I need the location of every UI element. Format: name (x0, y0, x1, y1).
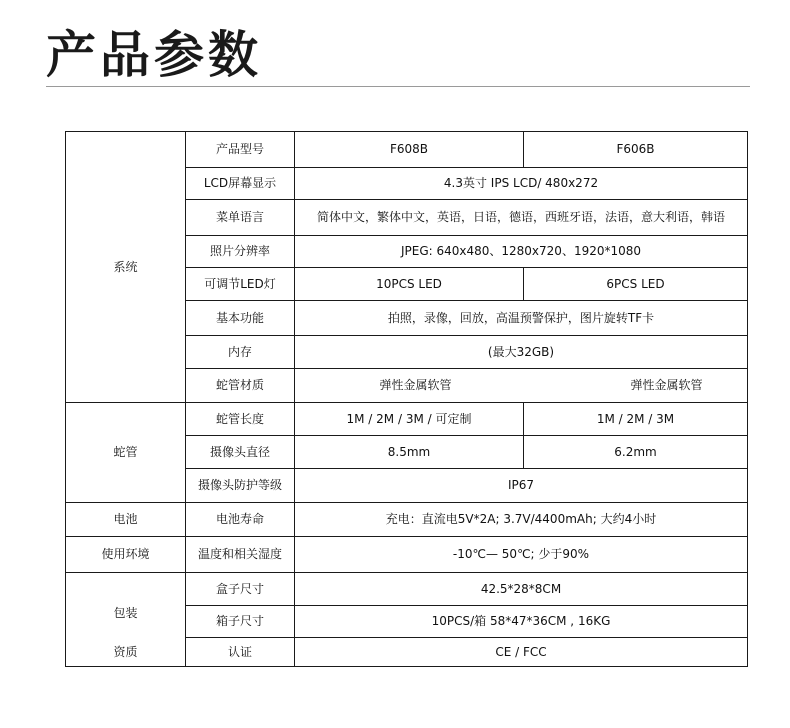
row-value-hose-length-b: 1M / 2M / 3M (524, 403, 748, 436)
group-packing: 包装 (113, 605, 138, 620)
group-system: 系统 (66, 132, 186, 403)
row-value-hose-material-a: 弹性金属软管 (379, 378, 452, 392)
row-label-battery-life: 电池寿命 (186, 503, 295, 537)
row-label-camera-protection: 摄像头防护等级 (186, 469, 295, 503)
page-title: 产品参数 (46, 25, 262, 84)
row-value-camera-diameter-b: 6.2mm (524, 436, 748, 469)
row-label-certification: 认证 (186, 638, 295, 667)
group-certification: 资质 (113, 644, 138, 659)
row-value-temp-humidity: -10℃— 50℃; 少于90% (295, 537, 748, 573)
title-divider (46, 86, 750, 87)
group-environment: 使用环境 (66, 537, 186, 573)
row-value-menu-language: 简体中文，繁体中文，英语，日语，德语，西班牙语，法语，意大利语，韩语 (295, 200, 748, 236)
group-hose: 蛇管 (66, 403, 186, 503)
table-row (66, 503, 748, 537)
spec-table (65, 131, 748, 667)
model-header-label: 产品型号 (186, 132, 295, 168)
row-value-photo-resolution: JPEG: 640x480、1280x720、1920*1080 (295, 236, 748, 268)
row-label-carton-size: 箱子尺寸 (186, 606, 295, 638)
table-row (66, 403, 748, 436)
row-value-camera-diameter-a: 8.5mm (295, 436, 524, 469)
row-value-camera-protection: IP67 (295, 469, 748, 503)
model-a-header: F608B (295, 132, 524, 168)
row-value-hose-material-b: 弹性金属软管 (630, 378, 703, 392)
row-label-lcd: LCD屏幕显示 (186, 168, 295, 200)
row-label-menu-language: 菜单语言 (186, 200, 295, 236)
row-value-certification: CE / FCC (295, 638, 748, 667)
row-label-photo-resolution: 照片分辨率 (186, 236, 295, 268)
row-value-led-a: 10PCS LED (295, 268, 524, 301)
row-label-memory: 内存 (186, 336, 295, 369)
model-b-header: F606B (524, 132, 748, 168)
row-label-led: 可调节LED灯 (186, 268, 295, 301)
row-value-battery-life: 充电：直流电5V*2A; 3.7V/4400mAh; 大约4小时 (295, 503, 748, 537)
row-label-box-size: 盒子尺寸 (186, 573, 295, 606)
row-value-memory: (最大32GB) (295, 336, 748, 369)
row-label-hose-length: 蛇管长度 (186, 403, 295, 436)
row-value-carton-size: 10PCS/箱 58*47*36CM , 16KG (295, 606, 748, 638)
row-value-hose-material (295, 369, 748, 403)
row-value-lcd: 4.3英寸 IPS LCD/ 480x272 (295, 168, 748, 200)
row-label-hose-material: 蛇管材质 (186, 369, 295, 403)
row-value-led-b: 6PCS LED (524, 268, 748, 301)
row-value-box-size: 42.5*28*8CM (295, 573, 748, 606)
table-row (66, 537, 748, 573)
row-value-hose-length-a: 1M / 2M / 3M / 可定制 (295, 403, 524, 436)
group-packing-cert (66, 573, 186, 667)
row-label-temp-humidity: 温度和相关湿度 (186, 537, 295, 573)
table-row (66, 132, 748, 168)
row-label-functions: 基本功能 (186, 301, 295, 336)
row-label-camera-diameter: 摄像头直径 (186, 436, 295, 469)
row-value-functions: 拍照，录像，回放，高温预警保护，图片旋转TF卡 (295, 301, 748, 336)
table-row (66, 573, 748, 606)
group-battery: 电池 (66, 503, 186, 537)
